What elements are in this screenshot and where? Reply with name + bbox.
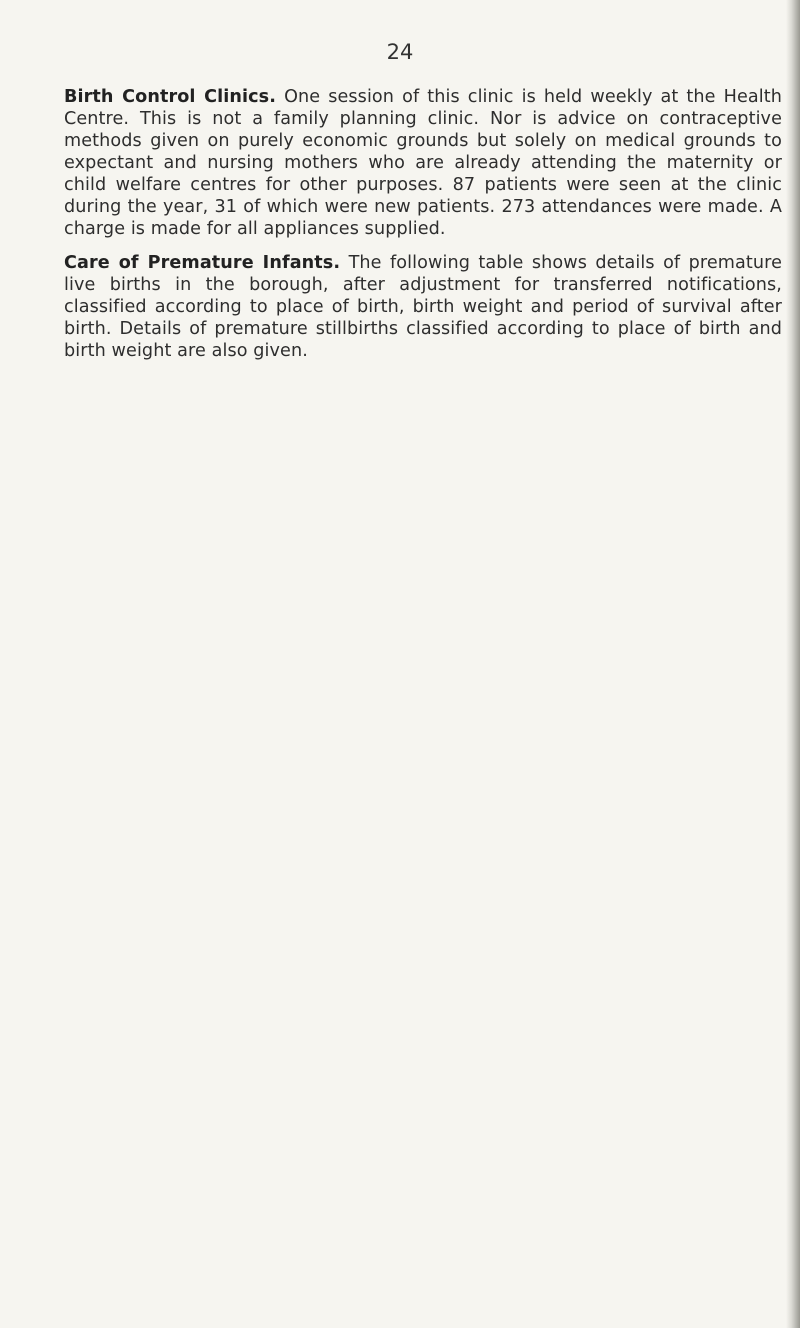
page-number: 24 [386, 40, 414, 64]
paragraph-body: One session of this clinic is held weekly at the Health Centre. This is not a family planning clinic. Nor is advice on contraceptive methods given on purely economic grounds but solely on medical grounds to expectant and nursing mothers who are already attending the maternity or child welfare centres for other purposes. 87 patients were seen at the clinic during the year, 31 of which were new patients. 273 attendances were made. A charge is made for all appliances supplied. [64, 87, 782, 239]
paragraph-care-of-premature-infants [64, 252, 782, 362]
paragraph-body: The following table shows details of premature live births in the borough, after adjustment for transferred notifications, classified according to place of birth, birth weight and period of survival after birth. Details of premature stillbirths classified according to place of birth and birth weight are also given. [64, 253, 782, 361]
page-edge-shadow [786, 0, 800, 1328]
paragraph-heading: Care of Premature Infants. [64, 253, 341, 273]
paragraph-heading: Birth Control Clinics. [64, 87, 277, 107]
paragraph-birth-control-clinics [64, 86, 782, 240]
